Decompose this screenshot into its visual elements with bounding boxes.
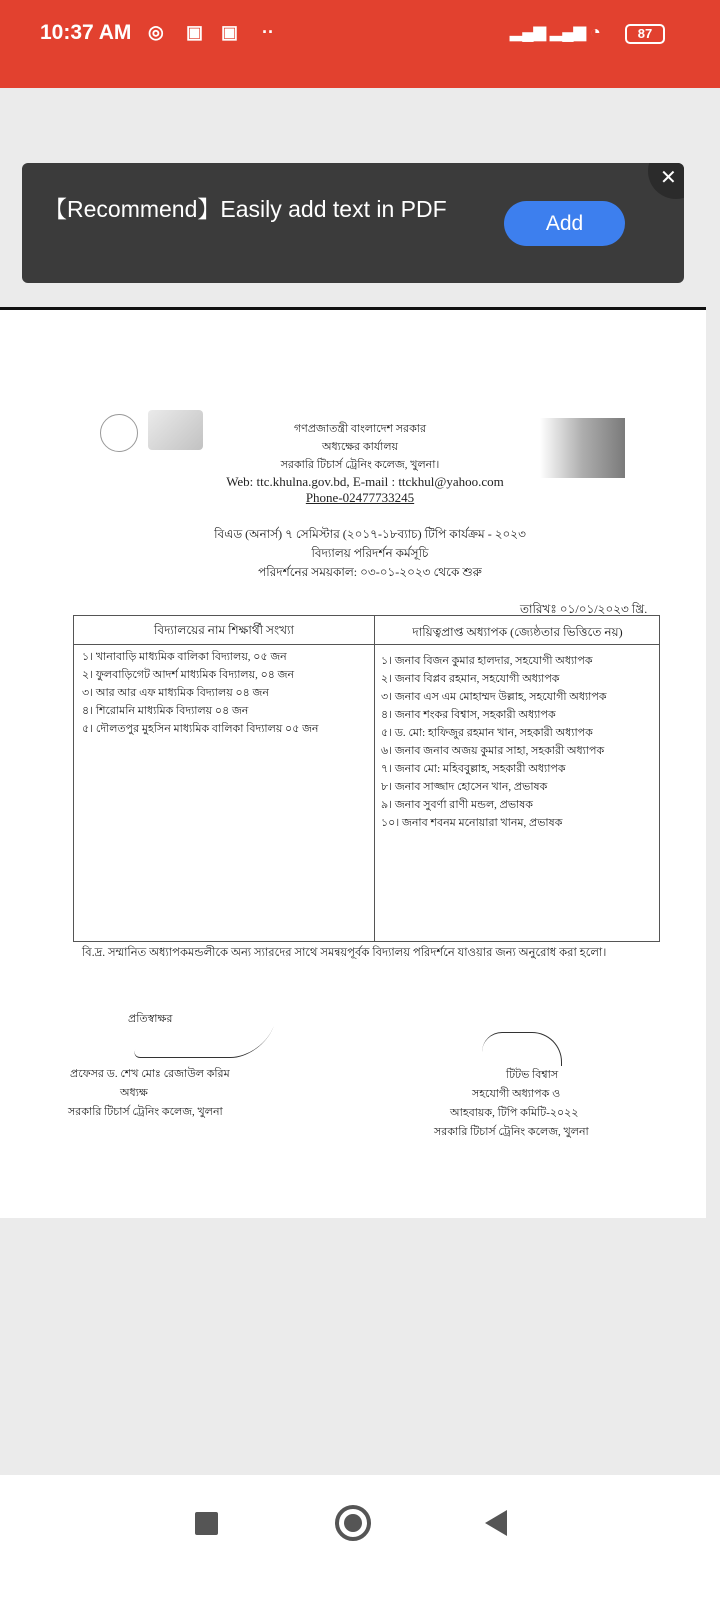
teacher-item: ৪। জনাব শংকর বিশ্বাস, সহকারী অধ্যাপক <box>381 709 556 721</box>
facebook-icon: ▣ <box>221 22 239 42</box>
teacher-item: ৭। জনাব মো: মহিববুল্লাহ, সহকারী অধ্যাপক <box>381 763 566 775</box>
school-item: ২। ফুলবাড়িগেট আদর্শ মাধ্যমিক বিদ্যালয়, ০৪ জন <box>82 669 295 681</box>
header-line: সরকারি টিচার্স ট্রেনিং কলেজ, খুলনা। <box>280 459 440 471</box>
teacher-item: ৯। জনাব সুবর্ণা রাণী মন্ডল, প্রভাষক <box>381 799 534 811</box>
header-line: অধ্যক্ষের কার্যালয় <box>321 441 399 453</box>
more-notifications-icon: ·· <box>262 22 274 42</box>
navigation-bar <box>0 1475 720 1600</box>
mujib-100-logo <box>540 418 625 478</box>
principal-signature <box>132 1026 274 1058</box>
header-line: গণপ্রজাতন্ত্রী বাংলাদেশ সরকার <box>293 423 427 435</box>
battery-icon: 87 <box>625 24 665 44</box>
recommend-banner <box>22 163 684 283</box>
home-button[interactable] <box>335 1505 371 1541</box>
header-phone: Phone-02477733245 <box>305 490 415 505</box>
signal-icon: ▂▄▆ <box>510 24 546 41</box>
facebook-icon: ▣ <box>186 22 204 42</box>
title-line: বিদ্যালয় পরিদর্শন কর্মসূচি <box>311 546 429 560</box>
signal-icon: ▂▄▆ <box>550 24 586 41</box>
convener-college: সরকারি টিচার্স ট্রেনিং কলেজ, খুলনা <box>434 1126 589 1138</box>
college-seal-logo <box>100 414 138 452</box>
convener-committee: আহবায়ক, টিপি কমিটি-২০২২ <box>450 1107 579 1119</box>
close-banner-button[interactable] <box>648 163 684 199</box>
title-line: বিএড (অনার্স) ৭ সেমিস্টার (২০১৭-১৮ব্যাচ) টিপি কার্যক্রম - ২০২৩ <box>214 527 526 541</box>
teacher-item: ২। জনাব বিপ্লব রহমান, সহযোগী অধ্যাপক <box>381 673 560 685</box>
convener-signature <box>482 1032 562 1066</box>
principal-name: প্রফেসর ড. শেখ মোঃ রেজাউল করিম <box>70 1068 230 1080</box>
pdf-page[interactable] <box>0 307 706 1218</box>
close-icon: ✕ <box>660 167 677 189</box>
note-text: বি.দ্র. সম্মানিত অধ্যাপকমন্ডলীকে অন্য স্যারদের সাথে সমন্বয়পূর্বক বিদ্যালয় পরিদর্শনে যাওয়ার জন্য অনুরোধ করা হলো। <box>82 947 607 959</box>
teacher-item: ১০। জনাব শবনম মনোয়ারা খানম, প্রভাষক <box>381 817 563 829</box>
header-web-email: Web: ttc.khulna.gov.bd, E-mail : ttckhul@yahoo.com <box>226 474 504 489</box>
principal-title: অধ্যক্ষ <box>120 1087 148 1099</box>
add-button[interactable]: Add <box>504 201 625 246</box>
teacher-item: ৮। জনাব সাজ্জাদ হোসেন খান, প্রভাষক <box>381 781 548 793</box>
convener-name: টিটভ বিশ্বাস <box>506 1069 559 1081</box>
wifi-icon: ◔ <box>590 22 601 42</box>
back-button[interactable] <box>485 1510 507 1536</box>
teacher-item: ৫। ড. মো: হাফিজুর রহমান খান, সহকারী অধ্যাপক <box>381 727 593 739</box>
status-bar <box>0 0 720 88</box>
school-item: ৫। দৌলতপুর মুহসিন মাধ্যমিক বালিকা বিদ্যালয় ০৫ জন <box>82 723 319 735</box>
clock: 10:37 AM <box>40 21 132 44</box>
school-item: ৩। আর আর এফ মাধ্যমিক বিদ্যালয় ০৪ জন <box>82 687 269 699</box>
teacher-item: ৩। জনাব এস এম মোহাম্মদ উল্লাহ, সহযোগী অধ্যাপক <box>381 691 607 703</box>
convener-title: সহযোগী অধ্যাপক ও <box>472 1088 561 1100</box>
bangladesh-50-logo <box>148 410 203 450</box>
recents-button[interactable] <box>195 1512 218 1535</box>
title-line: পরিদর্শনের সময়কাল: ০৩-০১-২০২৩ থেকে শুরু <box>258 565 482 579</box>
column-header: দায়িত্বপ্রাপ্ত অধ্যাপক (জ্যেষ্ঠতার ভিত্তিতে নয়) <box>412 625 623 639</box>
teacher-item: ১। জনাব বিজন কুমার হালদার, সহযোগী অধ্যাপক <box>381 655 593 667</box>
principal-college: সরকারি টিচার্স ট্রেনিং কলেজ, খুলনা <box>68 1106 223 1118</box>
document-date: তারিখঃ ০১/০১/২০২৩ খ্রি. <box>520 602 648 616</box>
column-header: বিদ্যালয়ের নাম শিক্ষার্থী সংখ্যা <box>154 623 294 637</box>
banner-text: 【Recommend】Easily add text in PDF <box>44 196 447 222</box>
school-item: ১। খানাবাড়ি মাধ্যমিক বালিকা বিদ্যালয়, ০৫ জন <box>82 651 287 663</box>
teacher-item: ৬। জনাব জনাব অজয় কুমার সাহা, সহকারী অধ্যাপক <box>381 745 605 757</box>
schedule-table <box>73 615 660 942</box>
countersign-label: প্রতিস্বাক্ষর <box>128 1013 173 1025</box>
school-item: ৪। শিরোমনি মাধ্যমিক বিদ্যালয় ০৪ জন <box>82 705 249 717</box>
whatsapp-icon: ◎ <box>148 22 164 42</box>
